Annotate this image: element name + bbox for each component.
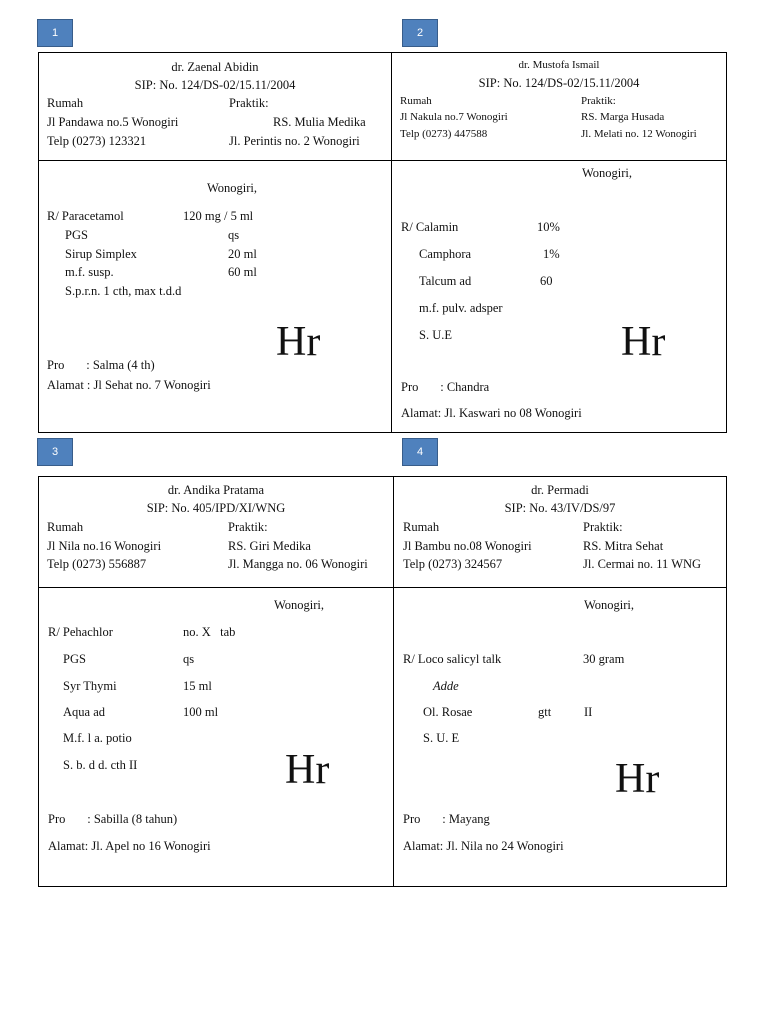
prescription-number-badge-3: 3 xyxy=(37,438,73,466)
prescription-number-badge-1: 1 xyxy=(37,19,73,47)
home-address: Jl Pandawa no.5 Wonogiri xyxy=(47,115,179,129)
practice-address: Jl. Perintis no. 2 Wonogiri xyxy=(229,134,360,148)
patient-name: Pro : Mayang xyxy=(403,812,490,826)
patient-name: Pro : Sabilla (8 tahun) xyxy=(48,812,178,826)
rx-line-2-drug: PGS xyxy=(63,652,86,666)
patient-name: Pro : Chandra xyxy=(401,380,490,394)
rx-line-4-drug: m.f. pulv. adsper xyxy=(419,301,503,315)
prescription-number-badge-2: 2 xyxy=(402,19,438,47)
doctor-signature: Hr xyxy=(285,747,330,793)
practice-name: RS. Mitra Sehat xyxy=(583,539,664,553)
patient-address: Alamat: Jl. Nila no 24 Wonogiri xyxy=(403,839,564,853)
prescription-card-4 xyxy=(393,476,727,887)
sip-number: SIP: No. 43/IV/DS/97 xyxy=(504,501,616,515)
doctor-name: dr. Zaenal Abidin xyxy=(171,60,259,74)
prescription-card-1 xyxy=(38,52,392,433)
practice-address: Jl. Cermai no. 11 WNG xyxy=(583,557,702,571)
rx-line-1-dose: 10% xyxy=(537,220,560,234)
prescription-card-3 xyxy=(38,476,394,887)
practice-name: RS. Marga Husada xyxy=(581,111,665,123)
rx-signa: S.p.r.n. 1 cth, max t.d.d xyxy=(65,284,182,298)
rx-line-2-drug: PGS xyxy=(65,228,88,242)
rx-line-5-drug: M.f. l a. potio xyxy=(63,731,132,745)
practice-address: Jl. Mangga no. 06 Wonogiri xyxy=(228,557,368,571)
home-label: Rumah xyxy=(47,520,84,534)
prescription-header xyxy=(39,53,391,161)
rx-line-3-drug: Syr Thymi xyxy=(63,679,117,693)
rx-line-4-drug: Aqua ad xyxy=(63,705,105,719)
rx-line-2-drug: Camphora xyxy=(419,247,472,261)
rx-signa: S. U. E xyxy=(423,731,460,745)
home-phone: Telp (0273) 123321 xyxy=(47,134,147,148)
patient-address: Alamat : Jl Sehat no. 7 Wonogiri xyxy=(47,378,211,392)
rx-signa: S. b. d d. cth II xyxy=(63,758,138,772)
rx-line-3-dose: 20 ml xyxy=(228,247,257,261)
doctor-name: dr. Mustofa Ismail xyxy=(518,59,600,71)
rx-line-3-unit: gtt xyxy=(538,705,552,719)
prescription-number-badge-4: 4 xyxy=(402,438,438,466)
rx-line-4-dose: 100 ml xyxy=(183,705,219,719)
city-date: Wonogiri, xyxy=(582,166,633,180)
sip-number: SIP: No. 124/DS-02/15.11/2004 xyxy=(134,78,296,92)
practice-name: RS. Mulia Medika xyxy=(273,115,366,129)
rx-line-3-dose: 60 xyxy=(540,274,553,288)
rx-signa: S. U.E xyxy=(419,328,452,342)
city-date: Wonogiri, xyxy=(207,181,258,195)
prescription-header xyxy=(39,477,393,588)
practice-label: Praktik: xyxy=(228,520,268,534)
home-label: Rumah xyxy=(47,96,84,110)
home-address: Jl Nakula no.7 Wonogiri xyxy=(400,111,508,123)
rx-line-4-dose: 60 ml xyxy=(228,265,257,279)
rx-line-1-dose: no. X tab xyxy=(183,625,236,639)
doctor-name: dr. Andika Pratama xyxy=(167,483,265,497)
patient-name: Pro : Salma (4 th) xyxy=(47,358,155,372)
rx-line-1-drug: R/ Calamin xyxy=(401,220,459,234)
patient-address: Alamat: Jl. Apel no 16 Wonogiri xyxy=(48,839,211,853)
rx-line-1-dose: 120 mg / 5 ml xyxy=(183,209,254,223)
rx-line-2-dose: qs xyxy=(183,652,195,666)
city-date: Wonogiri, xyxy=(274,598,325,612)
doctor-signature: Hr xyxy=(276,319,321,365)
rx-line-3-drug: Talcum ad xyxy=(419,274,472,288)
rx-line-1-dose: 30 gram xyxy=(583,652,625,666)
rx-line-2-dose: qs xyxy=(228,228,240,242)
prescription-header xyxy=(392,53,726,161)
home-phone: Telp (0273) 556887 xyxy=(47,557,147,571)
rx-line-1-drug: R/ Loco salicyl talk xyxy=(403,652,502,666)
prescription-card-2 xyxy=(391,52,727,433)
sip-number: SIP: No. 405/IPD/XI/WNG xyxy=(146,501,286,515)
rx-line-2-drug: Adde xyxy=(433,679,459,693)
rx-line-1-drug: R/ Paracetamol xyxy=(47,209,124,223)
home-phone: Telp (0273) 324567 xyxy=(403,557,503,571)
home-address: Jl Nila no.16 Wonogiri xyxy=(47,539,162,553)
rx-line-3-drug: Ol. Rosae xyxy=(423,705,473,719)
rx-line-4-drug: m.f. susp. xyxy=(65,265,114,279)
practice-address: Jl. Melati no. 12 Wonogiri xyxy=(581,128,697,140)
rx-line-1-drug: R/ Pehachlor xyxy=(48,625,113,639)
rx-line-3-drug: Sirup Simplex xyxy=(65,247,137,261)
patient-address: Alamat: Jl. Kaswari no 08 Wonogiri xyxy=(401,406,582,420)
home-phone: Telp (0273) 447588 xyxy=(400,128,488,140)
doctor-signature: Hr xyxy=(621,319,666,365)
rx-line-3-dose: II xyxy=(584,705,593,719)
practice-name: RS. Giri Medika xyxy=(228,539,311,553)
home-address: Jl Bambu no.08 Wonogiri xyxy=(403,539,532,553)
sip-number: SIP: No. 124/DS-02/15.11/2004 xyxy=(478,76,640,90)
home-label: Rumah xyxy=(403,520,440,534)
practice-label: Praktik: xyxy=(583,520,623,534)
doctor-signature: Hr xyxy=(615,756,660,802)
home-label: Rumah xyxy=(400,95,432,107)
doctor-name: dr. Permadi xyxy=(531,483,589,497)
practice-label: Praktik: xyxy=(229,96,269,110)
city-date: Wonogiri, xyxy=(584,598,635,612)
practice-label: Praktik: xyxy=(581,95,616,107)
prescription-header xyxy=(394,477,726,588)
rx-line-2-dose: 1% xyxy=(543,247,560,261)
rx-line-3-dose: 15 ml xyxy=(183,679,212,693)
